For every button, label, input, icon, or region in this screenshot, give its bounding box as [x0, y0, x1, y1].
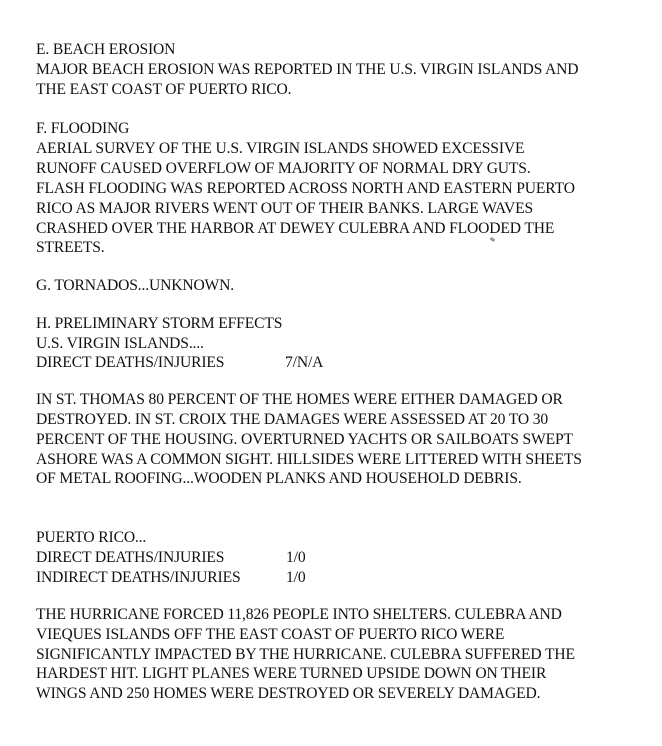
paragraph-line: AERIAL SURVEY OF THE U.S. VIRGIN ISLANDS SHOWED EXCESSIVE [36, 140, 525, 157]
paragraph-line: CRASHED OVER THE HARBOR AT DEWEY CULEBRA AND FLOODED THE [36, 220, 555, 237]
paragraph-line: MAJOR BEACH EROSION WAS REPORTED IN THE U.S. VIRGIN ISLANDS AND [36, 61, 579, 78]
stat-label: DIRECT DEATHS/INJURIES [36, 354, 225, 371]
paragraph-line: SIGNIFICANTLY IMPACTED BY THE HURRICANE. CULEBRA SUFFERED THE [36, 646, 575, 663]
region-label-usvi: U.S. VIRGIN ISLANDS.... [36, 335, 204, 352]
paragraph-line: FLASH FLOODING WAS REPORTED ACROSS NORTH AND EASTERN PUERTO [36, 180, 575, 197]
paragraph-line: ASHORE WAS A COMMON SIGHT. HILLSIDES WERE LITTERED WITH SHEETS [36, 451, 582, 468]
paragraph-line: THE HURRICANE FORCED 11,826 PEOPLE INTO SHELTERS. CULEBRA AND [36, 606, 562, 623]
paragraph-line: THE EAST COAST OF PUERTO RICO. [36, 81, 292, 98]
stat-label: INDIRECT DEATHS/INJURIES [36, 569, 241, 586]
stat-value: 1/0 [286, 569, 306, 586]
section-heading: G. TORNADOS...UNKNOWN. [36, 277, 234, 294]
section-heading: E. BEACH EROSION [36, 41, 176, 58]
paragraph-line: WINGS AND 250 HOMES WERE DESTROYED OR SEVERELY DAMAGED. [36, 685, 541, 702]
paragraph-line: DESTROYED. IN ST. CROIX THE DAMAGES WERE ASSESSED AT 20 TO 30 [36, 411, 548, 428]
paragraph-line: HARDEST HIT. LIGHT PLANES WERE TURNED UPSIDE DOWN ON THEIR [36, 665, 547, 682]
stat-value: 1/0 [286, 549, 306, 566]
stat-row-direct-pr [36, 548, 336, 568]
stat-value: 7/N/A [285, 354, 324, 371]
section-heading: H. PRELIMINARY STORM EFFECTS [36, 315, 283, 332]
paragraph-line: PERCENT OF THE HOUSING. OVERTURNED YACHTS OR SAILBOATS SWEPT [36, 431, 573, 448]
stat-label: DIRECT DEATHS/INJURIES [36, 549, 225, 566]
stat-row-direct-usvi [36, 353, 336, 373]
section-heading: F. FLOODING [36, 120, 130, 137]
stat-row-indirect-pr [36, 568, 336, 588]
paragraph-line: RUNOFF CAUSED OVERFLOW OF MAJORITY OF NORMAL DRY GUTS. [36, 160, 531, 177]
region-label-puerto-rico: PUERTO RICO... [36, 529, 147, 546]
paragraph-line: IN ST. THOMAS 80 PERCENT OF THE HOMES WERE EITHER DAMAGED OR [36, 391, 563, 408]
paragraph-line: STREETS. [36, 239, 105, 256]
paragraph-line: RICO AS MAJOR RIVERS WENT OUT OF THEIR BANKS. LARGE WAVES [36, 200, 534, 217]
paragraph-line: OF METAL ROOFING...WOODEN PLANKS AND HOUSEHOLD DEBRIS. [36, 470, 522, 487]
paragraph-line: VIEQUES ISLANDS OFF THE EAST COAST OF PUERTO RICO WERE [36, 626, 505, 643]
